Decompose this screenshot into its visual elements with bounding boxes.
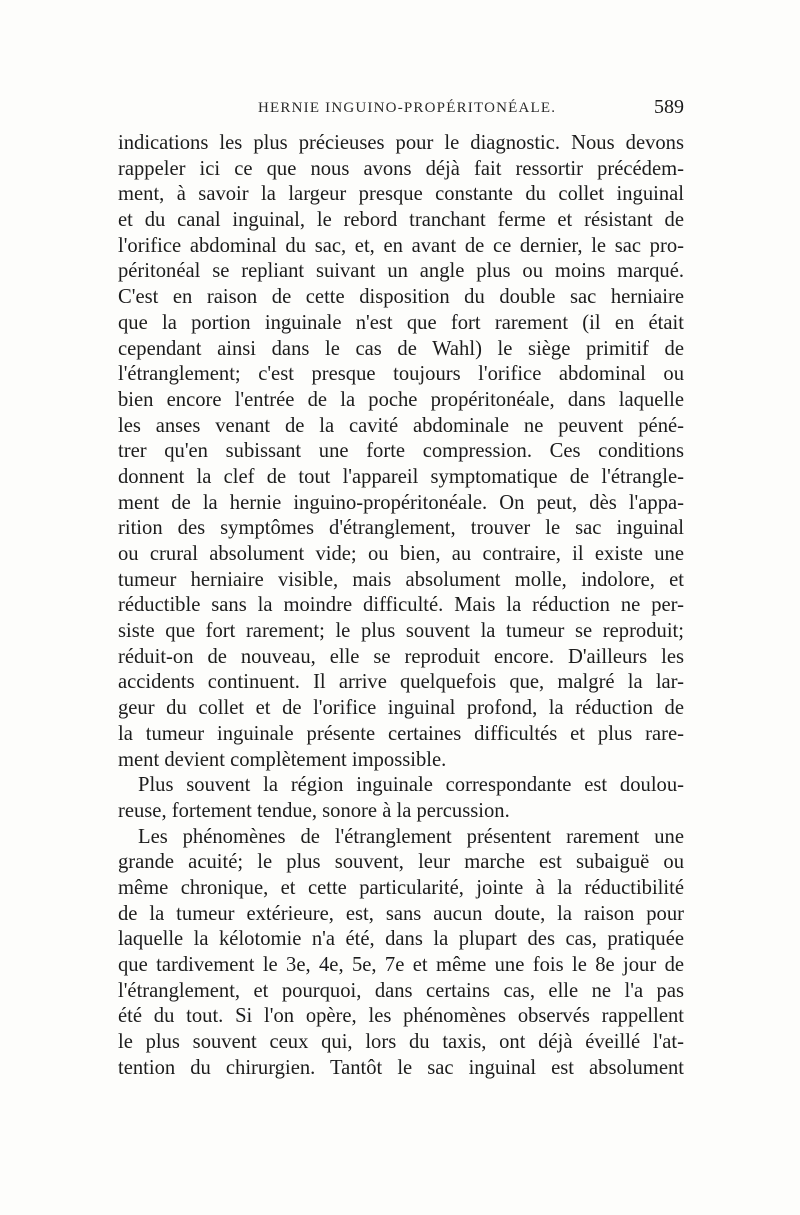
text-line: laquelle la kélotomie n'a été, dans la plupart des cas, pratiquée (118, 928, 684, 951)
text-line: rition des symptômes d'étranglement, trouver le sac inguinal (118, 517, 684, 540)
text-line: trer qu'en subissant une forte compression. Ces conditions (118, 440, 684, 463)
text-line: C'est en raison de cette disposition du double sac herniaire (118, 286, 684, 309)
text-line: réduit-on de nouveau, elle se reproduit encore. D'ailleurs les (118, 645, 684, 668)
text-line: accidents continuent. Il arrive quelquefois que, malgré la lar- (118, 671, 684, 694)
text-line: ment de la hernie inguino-propéritonéale. On peut, dès l'appa- (118, 491, 684, 514)
text-line: que la portion inguinale n'est que fort rarement (il en était (118, 311, 684, 334)
text-line: l'orifice abdominal du sac, et, en avant de ce dernier, le sac pro- (118, 234, 684, 257)
text-line: grande acuité; le plus souvent, leur marche est subaiguë ou (118, 851, 684, 874)
paragraph-start-line: Plus souvent la région inguinale correspondante est doulou- (138, 774, 684, 797)
paragraph-start-line: Les phénomènes de l'étranglement présentent rarement une (138, 825, 684, 848)
text-line: tumeur herniaire visible, mais absolument molle, indolore, et (118, 568, 684, 591)
text-line: l'étranglement, et pourquoi, dans certains cas, elle ne l'a pas (118, 979, 684, 1002)
text-line: que tardivement le 3e, 4e, 5e, 7e et même une fois le 8e jour de (118, 954, 684, 976)
text-line: et du canal inguinal, le rebord tranchant ferme et résistant de (118, 209, 684, 232)
text-line: le plus souvent ceux qui, lors du taxis, ont déjà éveillé l'at- (118, 1031, 684, 1054)
text-line: réductible sans la moindre difficulté. Mais la réduction ne per- (118, 594, 684, 617)
running-head (118, 96, 684, 126)
text-line: indications les plus précieuses pour le diagnostic. Nous devons (118, 132, 684, 154)
running-title: HERNIE INGUINO-PROPÉRITONÉALE. (258, 100, 557, 116)
text-line: siste que fort rarement; le plus souvent la tumeur se reproduit; (118, 620, 684, 643)
text-line: ou crural absolument vide; ou bien, au contraire, il existe une (118, 543, 684, 565)
text-line: donnent la clef de tout l'appareil symptomatique de l'étrangle- (118, 465, 684, 488)
paragraph-end-line: reuse, fortement tendue, sonore à la percussion. (118, 799, 510, 822)
body-text (118, 131, 684, 1081)
text-line: péritonéal se repliant suivant un angle plus ou moins marqué. (118, 260, 684, 283)
text-line: geur du collet et de l'orifice inguinal profond, la réduction de (118, 697, 684, 720)
text-line: tention du chirurgien. Tantôt le sac inguinal est absolument (118, 1056, 684, 1079)
text-line: été du tout. Si l'on opère, les phénomènes observés rappellent (118, 1005, 684, 1028)
text-line: les anses venant de la cavité abdominale ne peuvent péné- (118, 414, 684, 437)
text-line: bien encore l'entrée de la poche propéritonéale, dans laquelle (118, 388, 684, 411)
text-line: de la tumeur extérieure, est, sans aucun doute, la raison pour (118, 902, 684, 925)
text-line: même chronique, et cette particularité, jointe à la réductibilité (118, 876, 684, 899)
text-line: cependant ainsi dans le cas de Wahl) le siège primitif de (118, 337, 684, 360)
page-number: 589 (654, 96, 684, 118)
paragraph-end-line: ment devient complètement impossible. (118, 748, 447, 771)
text-line: ment, à savoir la largeur presque constante du collet inguinal (118, 183, 684, 206)
text-line: la tumeur inguinale présente certaines difficultés et plus rare- (118, 722, 684, 745)
text-line: l'étranglement; c'est presque toujours l'orifice abdominal ou (118, 363, 684, 386)
text-line: rappeler ici ce que nous avons déjà fait ressortir précédem- (118, 157, 684, 180)
